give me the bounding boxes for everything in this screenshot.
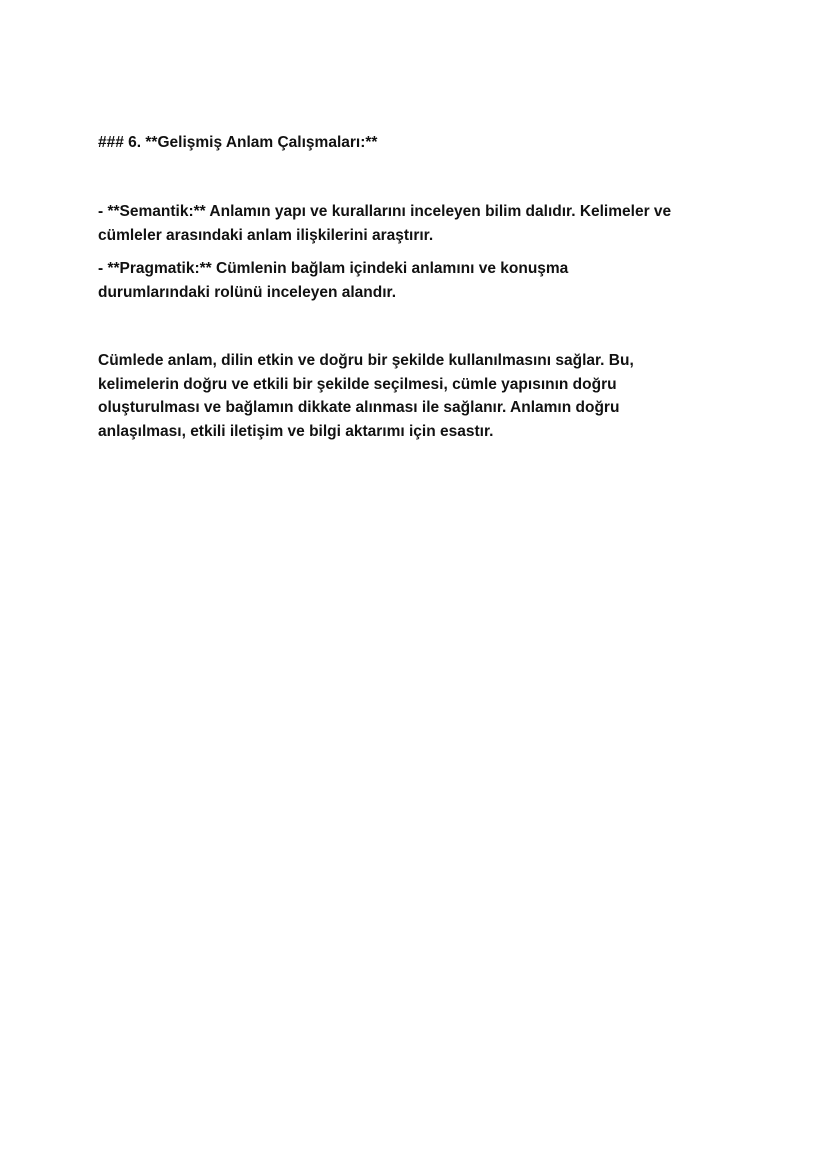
text-line: oluşturulması ve bağlamın dikkate alınması ile sağlanır. Anlamın doğru: [98, 399, 620, 416]
conclusion-paragraph: [98, 349, 738, 443]
pragmatik-item: [98, 257, 738, 304]
text-line: - **Pragmatik:** Cümlenin bağlam içindeki anlamını ve konuşma: [98, 260, 569, 277]
text-line: durumlarındaki rolünü inceleyen alandır.: [98, 283, 397, 301]
section-heading: ### 6. **Gelişmiş Anlam Çalışmaları:**: [98, 134, 378, 151]
semantik-item: [98, 200, 738, 247]
text-line: Cümlede anlam, dilin etkin ve doğru bir şekilde kullanılmasını sağlar. Bu,: [98, 352, 634, 369]
text-line: - **Semantik:** Anlamın yapı ve kurallarını inceleyen bilim dalıdır. Kelimeler ve: [98, 203, 672, 220]
text-line: cümleler arasındaki anlam ilişkilerini araştırır.: [98, 226, 434, 244]
text-line: anlaşılması, etkili iletişim ve bilgi aktarımı için esastır.: [98, 422, 494, 440]
text-line: kelimelerin doğru ve etkili bir şekilde seçilmesi, cümle yapısının doğru: [98, 375, 617, 393]
